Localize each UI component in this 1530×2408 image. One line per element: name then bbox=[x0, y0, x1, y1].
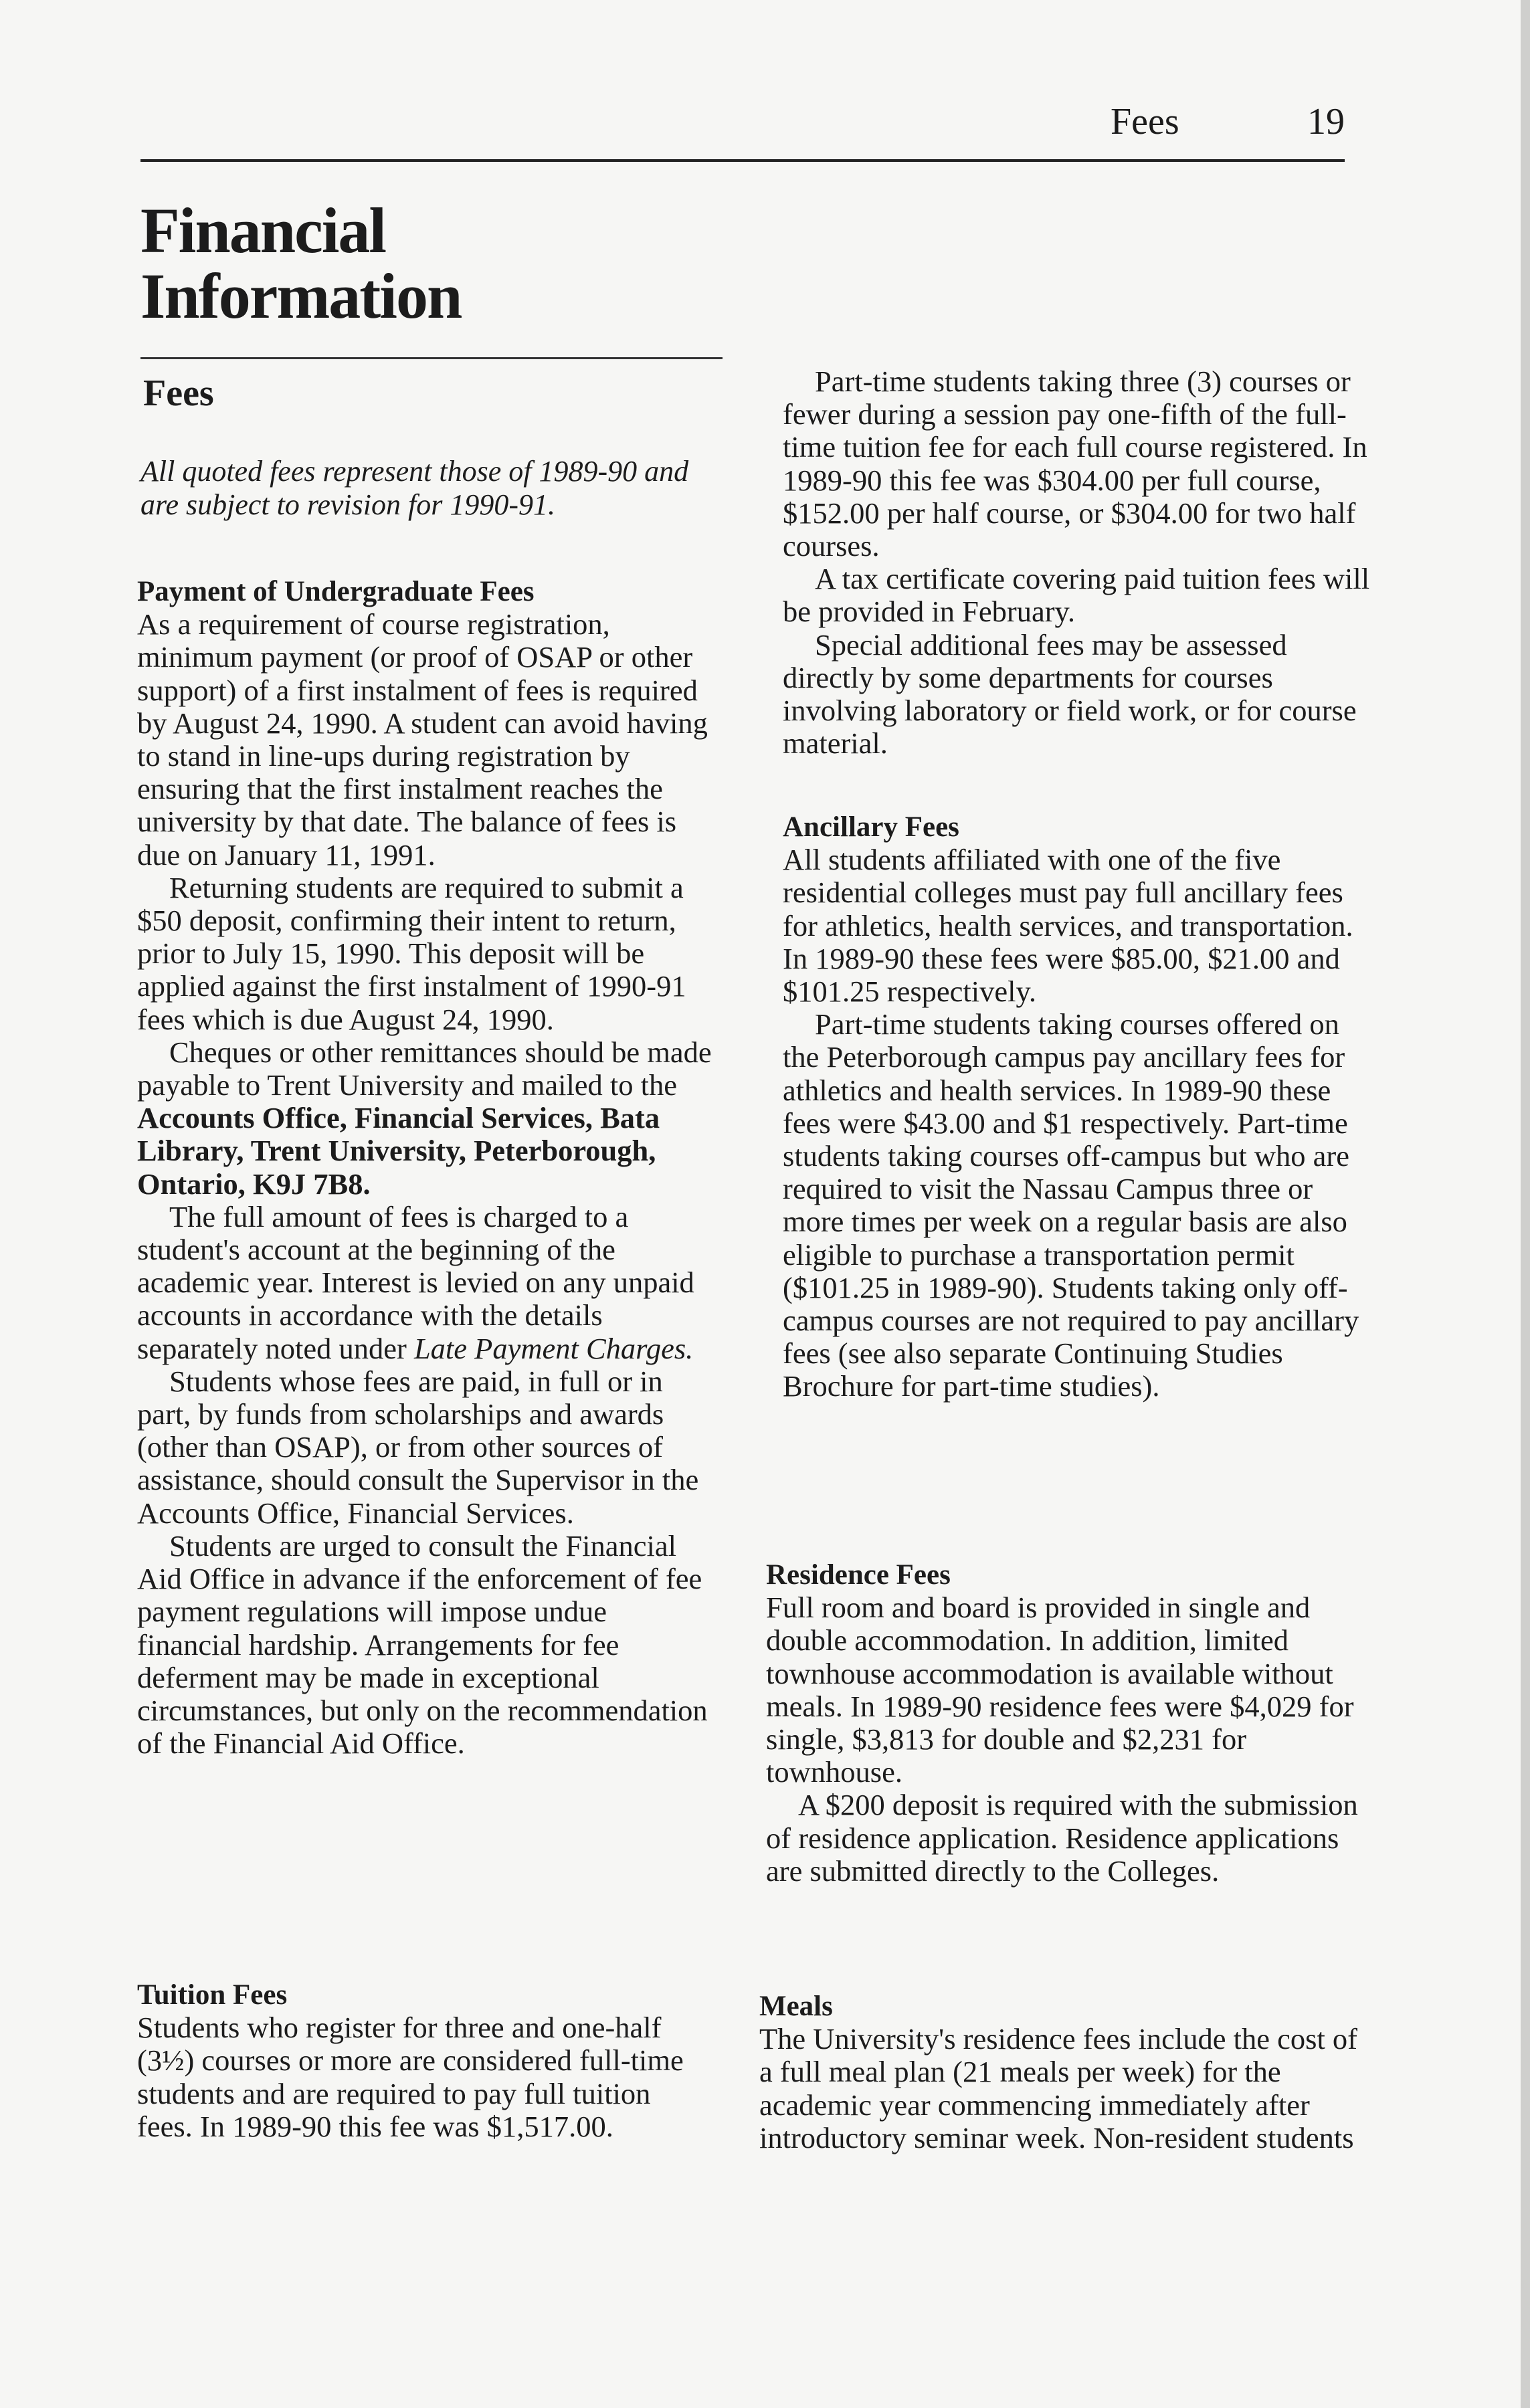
tuition-section-continued bbox=[783, 365, 1371, 760]
late-payment-reference: Late Payment Charges. bbox=[413, 1331, 694, 1365]
ancillary-paragraph-2: Part-time students taking courses offered on the Peterborough campus pay ancillary fees for athletics and health services. In 1989-90 these fees were $43.00 and $1 respectively. Part-time students taking courses off-campus but who are required to visit the Nassau Campus three or more times per week on a regular basis are also eligible to purchase a transportation permit ($101.25 in 1989-90). Students taking only off-campus courses are not required to pay ancillary fees (see also separate Continuing Studies Brochure for part-time studies). bbox=[783, 1007, 1359, 1403]
tuition-paragraph-3: A tax certificate covering paid tuition fees will be provided in February. bbox=[783, 562, 1370, 629]
payment-paragraph-4-text: The full amount of fees is charged to a student's account at the beginning of the academic year. Interest is levied on any unpaid accounts in accordance with the details separately noted under bbox=[137, 1199, 694, 1365]
residence-paragraph-1: Full room and board is provided in single and double accommodation. In addition, limited townhouse accommodation is available without meals. In 1989-90 residence fees were $4,029 for single, $3,813 for double and $2,231 for townhouse. bbox=[766, 1591, 1354, 1789]
meals-section bbox=[759, 1990, 1361, 2154]
ancillary-paragraph-1: All students affiliated with one of the five residential colleges must pay full ancillary fees for athletics, health services, and transportation. In 1989-90 these fees were $85.00, $21.00 and $101.25 respectively. bbox=[783, 843, 1353, 1009]
payment-paragraph-3-text: Cheques or other remittances should be made payable to Trent University and mailed to the bbox=[137, 1035, 712, 1102]
payment-paragraph-3 bbox=[137, 1036, 712, 1201]
ancillary-heading: Ancillary Fees bbox=[783, 811, 959, 843]
page-number: 19 bbox=[1307, 101, 1345, 142]
fees-heading: Fees bbox=[143, 373, 214, 414]
payment-paragraph-5: Students whose fees are paid, in full or in part, by funds from scholarships and awards (other than OSAP), or from other sources of assistance, should consult the Supervisor in the Accounts Office, Financial Services. bbox=[137, 1364, 699, 1530]
tuition-paragraph-4: Special additional fees may be assessed directly by some departments for courses involving laboratory or field work, or for course material. bbox=[783, 627, 1357, 761]
running-head bbox=[1111, 100, 1345, 154]
page-title bbox=[140, 195, 709, 332]
tuition-section-start bbox=[137, 1979, 712, 2143]
payment-paragraph-6: Students are urged to consult the Financial Aid Office in advance if the enforcement of fee payment regulations will impose undue financial hardship. Arrangements for fee deferment may be made in exceptional circumstances, but only on the recommendation of the Financial Aid Office. bbox=[137, 1528, 708, 1761]
title-rule bbox=[140, 357, 723, 359]
tuition-paragraph-1: Students who register for three and one-half (3½) courses or more are considered full-time students and are required to pay full tuition fees. In 1989-90 this fee was $1,517.00. bbox=[137, 2011, 684, 2143]
intro-note: All quoted fees represent those of 1989-90 and are subject to revision for 1990-91. bbox=[140, 455, 689, 521]
meals-paragraph-1: The University's residence fees include the cost of a full meal plan (21 meals per week) for the academic year commencing immediately after introductory seminar week. Non-resident students bbox=[759, 2022, 1357, 2154]
running-head-section: Fees bbox=[1111, 101, 1179, 142]
ancillary-section bbox=[783, 811, 1371, 1403]
payment-section bbox=[137, 575, 712, 1760]
meals-heading: Meals bbox=[759, 1991, 833, 2022]
header-rule bbox=[140, 159, 1345, 162]
payment-heading: Payment of Undergraduate Fees bbox=[137, 576, 535, 607]
residence-section bbox=[766, 1559, 1368, 1888]
tuition-paragraph-2: Part-time students taking three (3) courses or fewer during a session pay one-fifth of the full-time tuition fee for each full course registered. In 1989-90 this fee was $304.00 per full course, $152.00 per half course, or $304.00 for two half courses. bbox=[783, 365, 1367, 563]
payment-paragraph-4 bbox=[137, 1201, 712, 1365]
residence-heading: Residence Fees bbox=[766, 1559, 951, 1591]
payment-paragraph-1: As a requirement of course registration, minimum payment (or proof of OSAP or other support) of a first instalment of fees is required by August 24, 1990. A student can avoid having to stand in line-ups during registration by ensuring that the first instalment reaches the university by that date. The balance of fees is due on January 11, 1991. bbox=[137, 607, 708, 872]
residence-paragraph-2: A $200 deposit is required with the submission of residence application. Residence applications are submitted directly to the Colleges. bbox=[766, 1788, 1358, 1888]
title-line-2: Information bbox=[140, 260, 462, 332]
title-line-1: Financial bbox=[140, 195, 386, 266]
tuition-heading: Tuition Fees bbox=[137, 1979, 288, 2011]
payment-paragraph-2: Returning students are required to submit a $50 deposit, confirming their intent to return, prior to July 15, 1990. This deposit will be applied against the first instalment of 1990-91 fees which is due August 24, 1990. bbox=[137, 870, 686, 1036]
accounts-office-address: Accounts Office, Financial Services, Bata Library, Trent University, Peterborough, Ontario, K9J 7B8. bbox=[137, 1101, 660, 1201]
